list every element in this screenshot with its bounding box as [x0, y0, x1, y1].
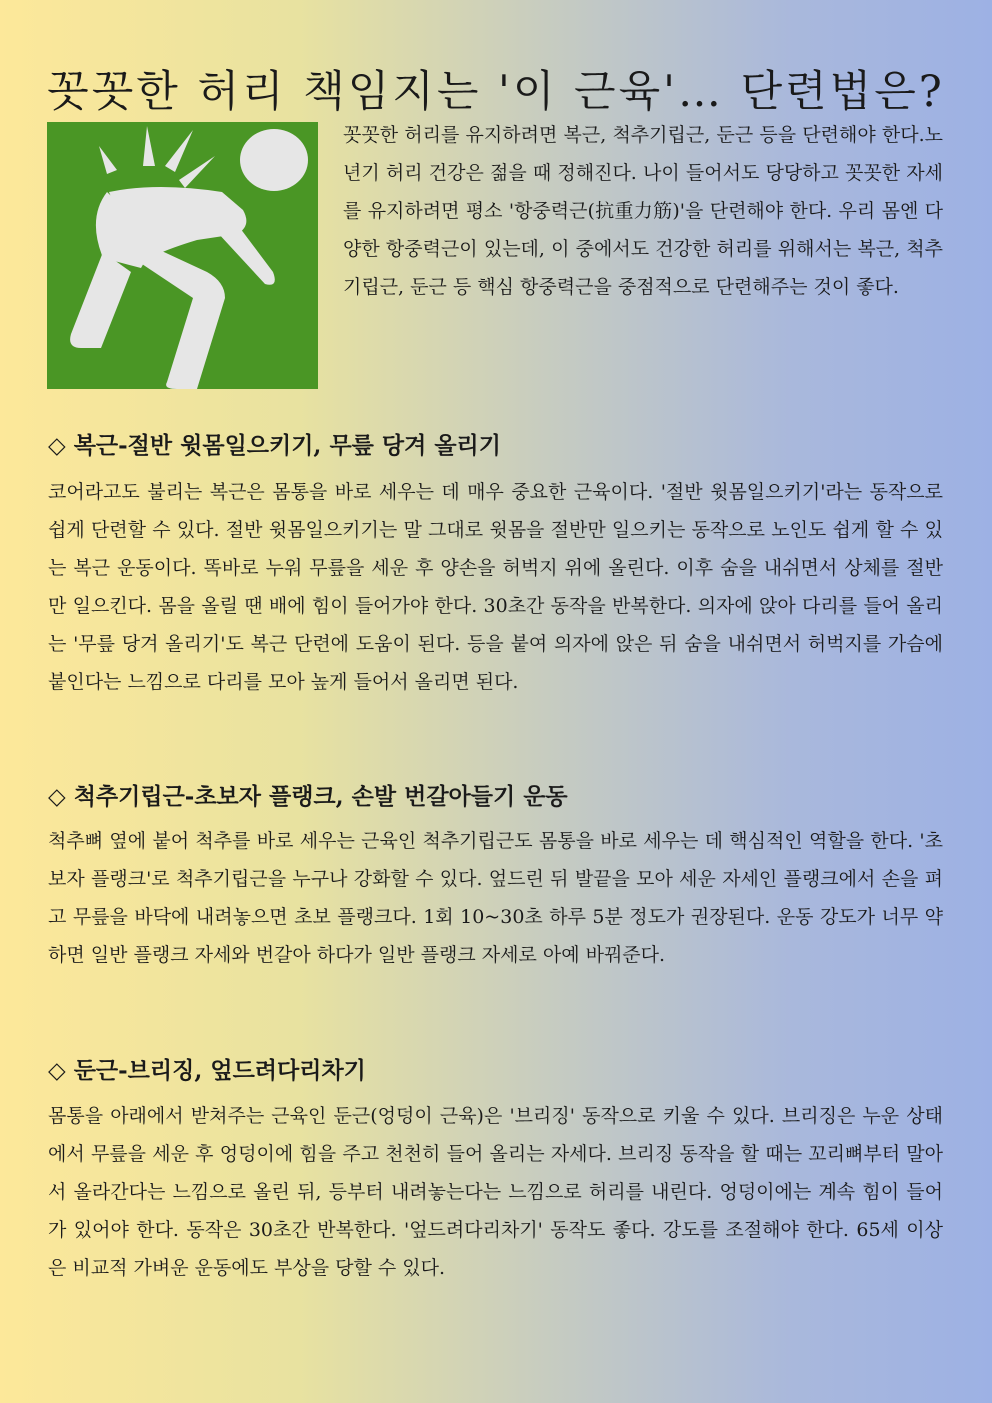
section-heading-glutes: [48, 1054, 366, 1088]
section-heading-text: 둔근-브리징, 엎드려다리차기: [73, 1057, 366, 1084]
diamond-bullet-icon: ◇: [48, 1058, 66, 1084]
diamond-bullet-icon: ◇: [48, 784, 66, 810]
section-heading-text: 복근-절반 윗몸일으키기, 무릎 당겨 올리기: [73, 432, 501, 459]
section-heading-abdominals: [48, 429, 501, 463]
diamond-bullet-icon: ◇: [48, 433, 66, 459]
section-heading-text: 척추기립근-초보자 플랭크, 손발 번갈아들기 운동: [73, 783, 568, 810]
intro-paragraph: 꼿꼿한 허리를 유지하려면 복근, 척추기립근, 둔근 등을 단련해야 한다.노년기 허리 건강은 젊을 때 정해진다. 나이 들어서도 당당하고 꼿꼿한 자세를 유지하려면 평소 '항중력근(抗重力筋)'을 단련해야 한다. 우리 몸엔 다양한 항중력근이 있는데, 이 중에서도 건강한 허리를 위해서는 복근, 척추기립근, 둔근 등 핵심 항중력근을 중점적으로 단련해주는 것이 좋다.: [343, 124, 943, 298]
section-body-abdominals: 코어라고도 불리는 복근은 몸통을 바로 세우는 데 매우 중요한 근육이다. '절반 윗몸일으키기'라는 동작으로 쉽게 단련할 수 있다. 절반 윗몸일으키기는 말 그대로 윗몸을 절반만 일으키는 동작으로 노인도 쉽게 할 수 있는 복근 운동이다. 똑바로 누워 무릎을 세운 후 양손을 허벅지 위에 올린다. 이후 숨을 내쉬면서 상체를 절반만 일으킨다. 몸을 올릴 땐 배에 힘이 들어가야 한다. 30초간 동작을 반복한다. 의자에 앉아 다리를 들어 올리는 '무릎 당겨 올리기'도 복근 단련에 도움이 된다. 등을 붙여 의자에 앉은 뒤 숨을 내쉬면서 허벅지를 가슴에 붙인다는 느낌으로 다리를 모아 높게 들어서 올리면 된다.: [48, 481, 943, 693]
page-title: 꼿꼿한 허리 책임지는 '이 근육'… 단련법은?: [47, 67, 945, 117]
section-body-erector-spinae: 척추뼈 옆에 붙어 척추를 바로 세우는 근육인 척추기립근도 몸통을 바로 세우는 데 핵심적인 역할을 한다. '초보자 플랭크'로 척추기립근을 누구나 강화할 수 있다. 엎드린 뒤 발끝을 모아 세운 자세인 플랭크에서 손을 펴고 무릎을 바닥에 내려놓으면 초보 플랭크다. 1회 10~30초 하루 5분 정도가 권장된다. 운동 강도가 너무 약하면 일반 플랭크 자세와 번갈아 하다가 일반 플랭크 자세로 아예 바꿔준다.: [48, 830, 943, 966]
section-body-glutes: 몸통을 아래에서 받쳐주는 근육인 둔근(엉덩이 근육)은 '브리징' 동작으로 키울 수 있다. 브리징은 누운 상태에서 무릎을 세운 후 엉덩이에 힘을 주고 천천히 들어 올리는 자세다. 브리징 동작을 할 때는 꼬리뼈부터 말아서 올라간다는 느낌으로 올린 뒤, 등부터 내려놓는다는 느낌으로 허리를 내린다. 엉덩이에는 계속 힘이 들어가 있어야 한다. 동작은 30초간 반복한다. '엎드려다리차기' 동작도 좋다. 강도를 조절해야 한다. 65세 이상은 비교적 가벼운 운동에도 부상을 당할 수 있다.: [48, 1105, 943, 1279]
back-pain-person-icon: [47, 122, 318, 389]
section-heading-erector-spinae: [48, 780, 568, 814]
